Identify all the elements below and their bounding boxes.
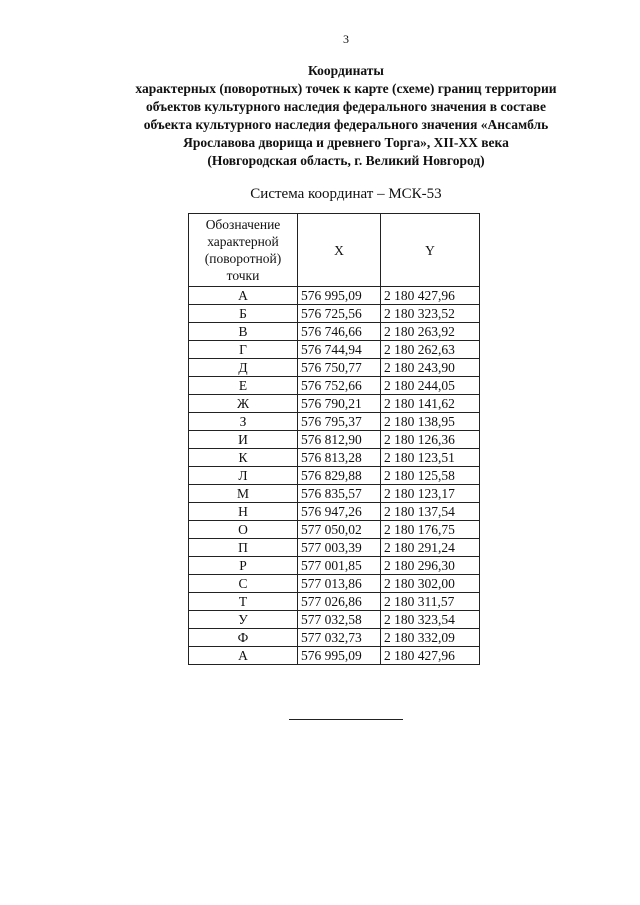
cell-x: 577 003,39 bbox=[298, 539, 381, 557]
cell-point: Т bbox=[189, 593, 298, 611]
table-row bbox=[189, 287, 480, 305]
cell-y: 2 180 138,95 bbox=[381, 413, 480, 431]
cell-point: Л bbox=[189, 467, 298, 485]
cell-point: Г bbox=[189, 341, 298, 359]
cell-point: Р bbox=[189, 557, 298, 575]
table-row bbox=[189, 395, 480, 413]
table-row bbox=[189, 467, 480, 485]
cell-x: 576 795,37 bbox=[298, 413, 381, 431]
table-row bbox=[189, 521, 480, 539]
cell-y: 2 180 427,96 bbox=[381, 647, 480, 665]
cell-x: 576 813,28 bbox=[298, 449, 381, 467]
cell-point: К bbox=[189, 449, 298, 467]
cell-x: 576 995,09 bbox=[298, 287, 381, 305]
cell-x: 576 725,56 bbox=[298, 305, 381, 323]
cell-y: 2 180 323,52 bbox=[381, 305, 480, 323]
table-row bbox=[189, 629, 480, 647]
table-row bbox=[189, 539, 480, 557]
cell-x: 577 032,58 bbox=[298, 611, 381, 629]
table-row bbox=[189, 557, 480, 575]
cell-x: 576 790,21 bbox=[298, 395, 381, 413]
table-row bbox=[189, 377, 480, 395]
header-x: X bbox=[298, 214, 381, 287]
cell-point: О bbox=[189, 521, 298, 539]
table-row bbox=[189, 431, 480, 449]
cell-y: 2 180 126,36 bbox=[381, 431, 480, 449]
table-row bbox=[189, 341, 480, 359]
cell-y: 2 180 332,09 bbox=[381, 629, 480, 647]
table-row bbox=[189, 485, 480, 503]
header-point-line: Обозначение bbox=[205, 217, 281, 232]
table-row bbox=[189, 593, 480, 611]
cell-y: 2 180 427,96 bbox=[381, 287, 480, 305]
table-row bbox=[189, 305, 480, 323]
cell-x: 576 752,66 bbox=[298, 377, 381, 395]
header-point-line: (поворотной) bbox=[204, 251, 282, 266]
cell-x: 577 001,85 bbox=[298, 557, 381, 575]
cell-point: С bbox=[189, 575, 298, 593]
cell-y: 2 180 125,58 bbox=[381, 467, 480, 485]
table-row bbox=[189, 575, 480, 593]
separator-line bbox=[289, 719, 403, 720]
cell-y: 2 180 323,54 bbox=[381, 611, 480, 629]
cell-x: 576 744,94 bbox=[298, 341, 381, 359]
cell-point: Ф bbox=[189, 629, 298, 647]
cell-point: М bbox=[189, 485, 298, 503]
cell-point: З bbox=[189, 413, 298, 431]
heading-line: объектов культурного наследия федерального значения в составе bbox=[146, 99, 546, 114]
heading-title: Координаты bbox=[308, 63, 384, 78]
cell-y: 2 180 141,62 bbox=[381, 395, 480, 413]
cell-x: 576 995,09 bbox=[298, 647, 381, 665]
table-row bbox=[189, 413, 480, 431]
table-row bbox=[189, 611, 480, 629]
table-row bbox=[189, 647, 480, 665]
cell-point: П bbox=[189, 539, 298, 557]
cell-x: 576 947,26 bbox=[298, 503, 381, 521]
cell-x: 576 750,77 bbox=[298, 359, 381, 377]
table-row bbox=[189, 359, 480, 377]
table-row bbox=[189, 323, 480, 341]
cell-x: 577 013,86 bbox=[298, 575, 381, 593]
cell-point: А bbox=[189, 287, 298, 305]
heading-line: (Новгородская область, г. Великий Новгород) bbox=[207, 153, 485, 168]
cell-x: 576 812,90 bbox=[298, 431, 381, 449]
cell-x: 577 026,86 bbox=[298, 593, 381, 611]
cell-y: 2 180 123,51 bbox=[381, 449, 480, 467]
cell-y: 2 180 311,57 bbox=[381, 593, 480, 611]
cell-point: Д bbox=[189, 359, 298, 377]
cell-x: 576 835,57 bbox=[298, 485, 381, 503]
table-header-row bbox=[189, 214, 480, 287]
cell-y: 2 180 244,05 bbox=[381, 377, 480, 395]
cell-x: 577 032,73 bbox=[298, 629, 381, 647]
cell-y: 2 180 296,30 bbox=[381, 557, 480, 575]
cell-point: А bbox=[189, 647, 298, 665]
cell-x: 576 829,88 bbox=[298, 467, 381, 485]
cell-point: И bbox=[189, 431, 298, 449]
cell-point: Н bbox=[189, 503, 298, 521]
cell-point: Е bbox=[189, 377, 298, 395]
cell-y: 2 180 176,75 bbox=[381, 521, 480, 539]
cell-y: 2 180 137,54 bbox=[381, 503, 480, 521]
table-row bbox=[189, 449, 480, 467]
cell-y: 2 180 123,17 bbox=[381, 485, 480, 503]
table-row bbox=[189, 503, 480, 521]
document-heading bbox=[0, 62, 640, 170]
cell-point: Ж bbox=[189, 395, 298, 413]
cell-y: 2 180 291,24 bbox=[381, 539, 480, 557]
coordinates-table bbox=[188, 213, 480, 665]
cell-x: 577 050,02 bbox=[298, 521, 381, 539]
header-point-line: точки bbox=[226, 268, 260, 283]
cell-point: У bbox=[189, 611, 298, 629]
page-number: 3 bbox=[343, 32, 349, 46]
header-point bbox=[189, 214, 298, 287]
cell-x: 576 746,66 bbox=[298, 323, 381, 341]
cell-point: Б bbox=[189, 305, 298, 323]
heading-line: объекта культурного наследия федерального значения «Ансамбль bbox=[143, 117, 549, 132]
cell-point: В bbox=[189, 323, 298, 341]
heading-line: Ярославова дворища и древнего Торга», XII-XX века bbox=[183, 135, 509, 150]
cell-y: 2 180 302,00 bbox=[381, 575, 480, 593]
cell-y: 2 180 262,63 bbox=[381, 341, 480, 359]
header-point-line: характерной bbox=[207, 234, 279, 249]
cell-y: 2 180 263,92 bbox=[381, 323, 480, 341]
cell-y: 2 180 243,90 bbox=[381, 359, 480, 377]
table-body bbox=[189, 287, 480, 665]
coordinate-system-label: Система координат – МСК-53 bbox=[250, 186, 442, 202]
header-y: Y bbox=[381, 214, 480, 287]
heading-line: характерных (поворотных) точек к карте (схеме) границ территории bbox=[135, 81, 557, 96]
